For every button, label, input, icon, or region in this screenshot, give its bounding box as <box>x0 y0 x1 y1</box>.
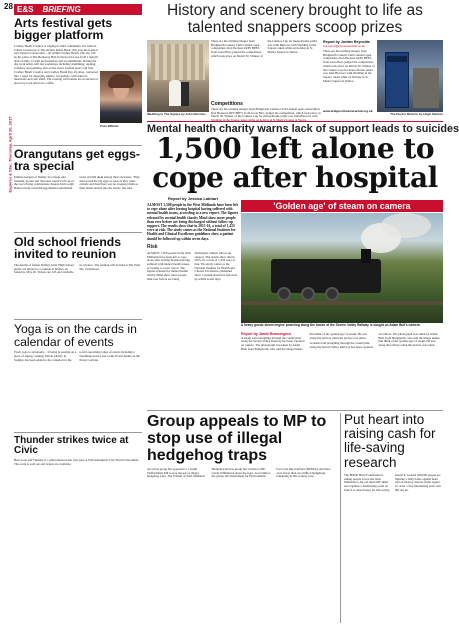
wedding-photo <box>147 40 209 112</box>
section-title: BRIEFING <box>42 5 81 14</box>
hedgehog-body: An action group has appealed to a South Staffordshire MP to stop the use of illegal hedgehog traps. The Friends of West Midlands Hedgehog Rescue group has written to MP Gavin Williamson about the traps. According to the group, the Department for Environment, Food and Rural Affairs (DEFRA) said there were fewer than two million hedgehogs remaining in this country now. <box>147 467 331 479</box>
history-byline-email: ess.report@expressandstar.co.uk <box>323 44 365 48</box>
history-byline: Report by Jordan Reynolds <box>323 40 370 44</box>
history-website: www.bridgnorthcameraclub.org.uk <box>323 109 373 113</box>
heart-body: The British Heart Foundation is asking people across the West Midlands to dig out their DIY skills and organise a fundraising event on June 9 to raise money for life-saving research. Around 420,000 people are fighting a daily battle against heart and circulatory disease in the region. To order a free fundraising pack visit bhf.org.uk. <box>344 472 441 492</box>
history-byline-block <box>323 40 375 113</box>
heart-headline: Put heart into raising cash for life-saving research <box>344 412 436 470</box>
doctor-photo <box>377 40 443 112</box>
arts-portrait-photo <box>100 71 142 123</box>
left-column <box>14 17 142 145</box>
history-body-right: These are the winning images from Bridgnorth Camera Club's annual open competition. Ron Hodson LRPS BPE3, from Great Barr, judged the competition, which took place on March 30. Winner of the Cameos Cup for monochrome prints was John Burrows with Wedding in the Square, taken while on holiday in St Mark's Square in Venice. <box>323 49 375 83</box>
history-body: These are the winning images from Bridgnorth Camera Club's annual open competition. Ron Hodson LRPS BPE3, from Great Barr, judged the competition, which took place on March 30. Winner of the Cameos Cup for monochrome prints was John Burrows with Wedding in the Square, taken while on holiday in St Mark's Square in Venice. <box>211 39 318 58</box>
steam-body <box>241 333 443 408</box>
school-body: The details of former Dudley Girls' High School pupils are invited to a reunion at Dudley on Saturday, May 20. Tickets are £25 and available in advance. The reunion will be held at The Tally Ho, Castlemoor. <box>14 262 141 275</box>
hedgehog-headline: Group appeals to MP to stop use of illegal hedgehog traps <box>147 413 327 464</box>
yoga-headline: Yoga is on the cards in calendar of events <box>14 322 137 349</box>
school-headline: Old school friends invited to reunion <box>14 235 121 262</box>
thunder-body: Heat Lock and Thunder is a gifted musical duo who play at Wolverhampton Civic Hall in December. The event is sold out and tickets are available. <box>14 458 139 467</box>
page-spine: Express & Star, Thursday, April 20, 2017 <box>7 116 13 193</box>
steam-body-text: A steam train ploughing through the countryside along the Severn Valley Railway has been captured on camera. The photograph was taken by Adam Bull, from Bridgnorth, who said the image makes him think of the 'golden age' of steam. He was along the railway when the picture was taken. <box>241 332 367 351</box>
mental-byline: Report by Jessica Labhart <box>167 196 219 201</box>
history-body-cont: These are the winning images from Bridgnorth Camera Club's annual open competition. Ron Hodson LRPS BPE3, from Great Barr, judged the competition, which took place on March 30. Winner of the Cameos Cup for monochrome prints was John Burrows with <box>211 107 321 119</box>
mental-lead: ALMOST 1,500 people in the West Midlands have been left to cope alone after leaving hospital having suffered with mental health issues, according to a new report. The figures released by mental health charity Mind show more people than ever before are being discharged without follow-up support. The results show that in 2015-16, a total of 1,433 were at risk. The study comes as the National Institute for Health and Clinical Excellence guidelines show a patient should be followed up within seven days. <box>147 203 239 241</box>
school-story <box>14 236 142 320</box>
wedding-caption: Wedding in The Square by John Burrows <box>147 112 206 116</box>
steam-caption: A heavy goods steam engine powering along the tracks of the Severn Valley Railway is caught on Adam Bull's camera <box>241 323 420 327</box>
arts-body: Cradley Heath Creative is staging its third community arts festival. Called 'Grassroots 3: The Artistic Rebel Back', this year the festival will expand to three sites – all within Cradley Heath. The site will be the plaza at The Holloway Hub in Newtown Lane from 11am till 5pm on May 13 with performances and art exhibitions. During the day local artists will run workshops including drumming, rapping, sculpture and painting. Out on the street, festival goers will find Cradley Heath Creative and Cradley Heath Pop-Up shop, converted into a stage for emerging singers, storytellers, with dancers, musicians and craft stalls. The evening will feature an art auction of pieces by local artists in a raffle. <box>14 43 98 85</box>
mental-body <box>147 203 239 408</box>
thunder-story <box>14 436 142 497</box>
orangutans-headline: Orangutans get eggs-tra special <box>14 147 140 174</box>
mental-body-cont: ALMOST 1,500 people in the West Midlands have been left to cope alone after leaving hospital having suffered with mental health issues, according to a new report. The figures released by mental health charity Mind show more people than ever before are being discharged without follow-up support. The results show that in 2015-16, a total of 1,433 were at risk. The study comes as the National Institute for Health and Clinical Excellence guidelines show a patient should be followed up within seven days. <box>147 250 237 281</box>
orangutans-body: Primate keepers at Dudley Zoo made sure Jazzmin, Sprout and Sprocket weren't left out of the zoo's Easter celebrations. Keeper Kim Leigh Hanser made colourful egg-themed enrichment treats and hid them among their enclosure. 'They discovered the big eggs as soon as they came outside and then there was no stopping them as their hands delved into the treats,' she said. <box>14 174 140 190</box>
mental-kicker: Mental health charity warns lack of support leads to suicides <box>147 123 459 135</box>
thunder-headline: Thunder strikes twice at Civic <box>14 435 129 457</box>
history-headline: History and scenery brought to life as talented snappers scoop prizes <box>167 2 423 36</box>
heart-story <box>344 413 443 616</box>
steam-body-text-2: A steam train ploughing through the countryside along the Severn Valley Railway has been captured on camera. The photograph was taken by Adam Bull, from Bridgnorth, who said the image makes him think of the 'golden age' of steam. He was along the railway when the picture was taken. <box>309 332 440 350</box>
yoga-story <box>14 323 142 417</box>
section-tag: E&S <box>17 5 34 14</box>
doctor-caption: The Doctor Returns by Hugh Stenton <box>390 112 443 116</box>
steam-photo <box>241 213 443 323</box>
orangutans-story <box>14 148 142 228</box>
steam-byline: Report by Jamie Brassington <box>241 332 291 336</box>
history-subhead: Competitions <box>211 101 243 107</box>
hedgehog-story <box>147 413 337 640</box>
steam-banner <box>241 200 443 212</box>
arts-headline: Arts festival gets bigger platform <box>14 16 113 43</box>
steam-banner-text: 'Golden age' of steam on camera <box>273 201 411 211</box>
mental-subhead: Risk <box>147 243 158 250</box>
section-banner <box>14 4 142 15</box>
yoga-body: From yoga to astronomy – if being in posting on a piece of zigzag cooking, Pelton Library in Sedgley has been added to the calendar for the town's upcoming range of events including a lunchtime lecture and a talk. Event details on the library website. <box>14 350 140 362</box>
arts-caption: Fran Willetts <box>100 123 119 128</box>
page-number: 28 <box>4 2 13 11</box>
mental-headline: 1,500 left alone to cope after hospital <box>152 132 438 194</box>
